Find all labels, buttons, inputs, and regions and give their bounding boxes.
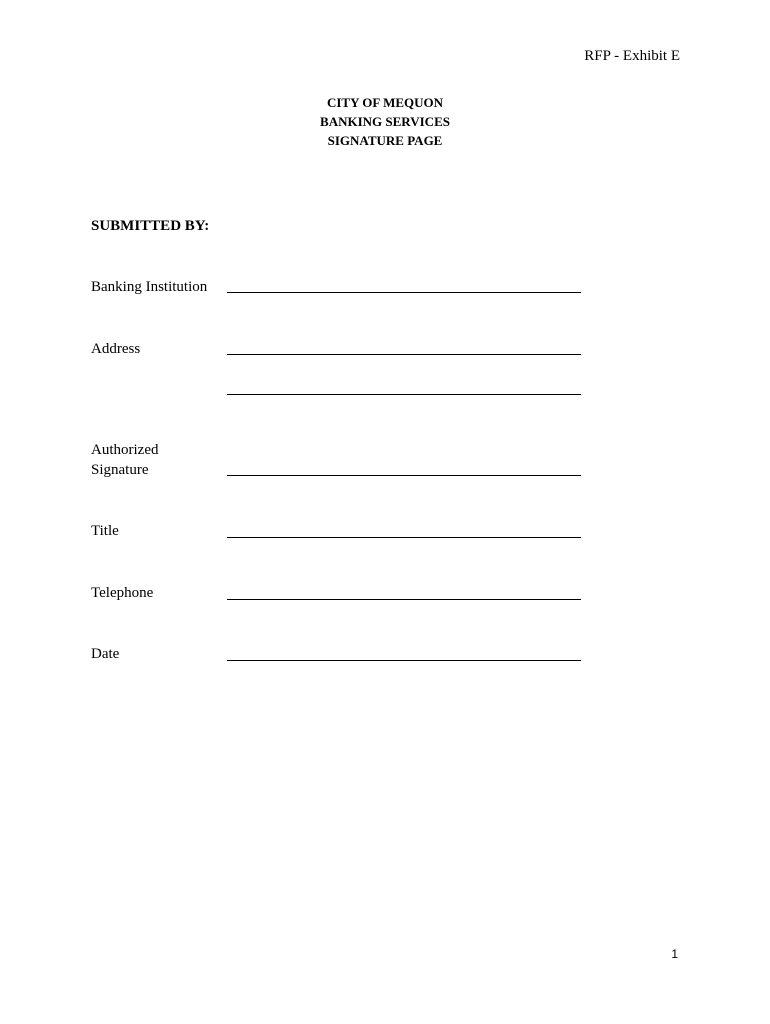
- exhibit-label: RFP - Exhibit E: [584, 48, 680, 64]
- address-line-1: [227, 354, 581, 355]
- title-line-services: BANKING SERVICES: [320, 114, 450, 129]
- telephone-label: Telephone: [91, 585, 154, 601]
- title-line-signature-page: SIGNATURE PAGE: [327, 133, 443, 148]
- authorized-label-line1: Authorized: [91, 442, 159, 458]
- title-line-city: CITY OF MEQUON: [326, 95, 444, 110]
- address-label: Address: [91, 341, 141, 357]
- submitted-by-heading: SUBMITTED BY:: [91, 218, 210, 234]
- document-title: [0, 93, 770, 150]
- address-line-2: [227, 394, 581, 395]
- telephone-line: [227, 599, 581, 600]
- title-label: Title: [91, 523, 119, 539]
- authorized-signature-line: [227, 475, 581, 476]
- page-number: 1: [671, 947, 678, 961]
- banking-institution-label: Banking Institution: [91, 279, 208, 295]
- date-line: [227, 660, 581, 661]
- authorized-label-line2: Signature: [91, 462, 149, 478]
- banking-institution-line: [227, 292, 581, 293]
- date-label: Date: [91, 646, 120, 662]
- title-line: [227, 537, 581, 538]
